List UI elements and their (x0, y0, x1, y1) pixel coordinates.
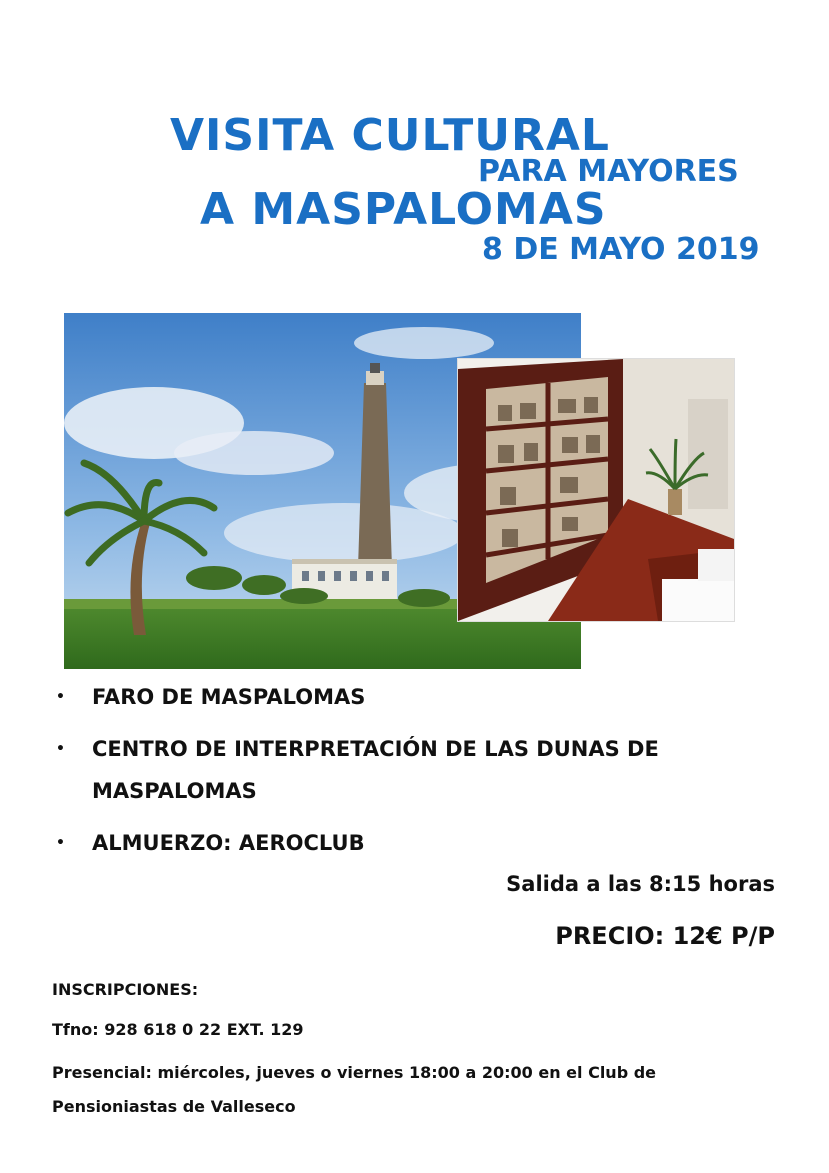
museum-interior-photo (458, 359, 734, 621)
price: PRECIO: 12€ P/P (555, 922, 775, 950)
list-item (50, 822, 790, 864)
departure-time: Salida a las 8:15 horas (506, 872, 775, 896)
bullet: • (56, 741, 65, 757)
title-subtitle: PARA MAYORES (478, 154, 739, 189)
list-item (50, 728, 790, 812)
list-item-text: FARO DE MASPALOMAS (92, 685, 366, 709)
bullet: • (56, 689, 65, 705)
bullet: • (56, 835, 65, 851)
list-item-text: ALMUERZO: AEROCLUB (92, 831, 365, 855)
list-item-text: CENTRO DE INTERPRETACIÓN DE LAS DUNAS DE MASPALOMAS (92, 737, 659, 803)
registration-in-person: Presencial: miércoles, jueves o viernes 18:00 a 20:00 en el Club de Pensioniastas de Valleseco (52, 1063, 657, 1116)
title-line-1: VISITA CULTURAL (170, 110, 610, 161)
itinerary-list (50, 676, 790, 864)
registration-phone: Tfno: 928 618 0 22 EXT. 129 (52, 1020, 304, 1039)
list-item (50, 676, 790, 718)
title-line-3: A MASPALOMAS (200, 184, 607, 235)
registration-heading: INSCRIPCIONES: (52, 980, 199, 999)
event-date: 8 DE MAYO 2019 (482, 232, 760, 267)
